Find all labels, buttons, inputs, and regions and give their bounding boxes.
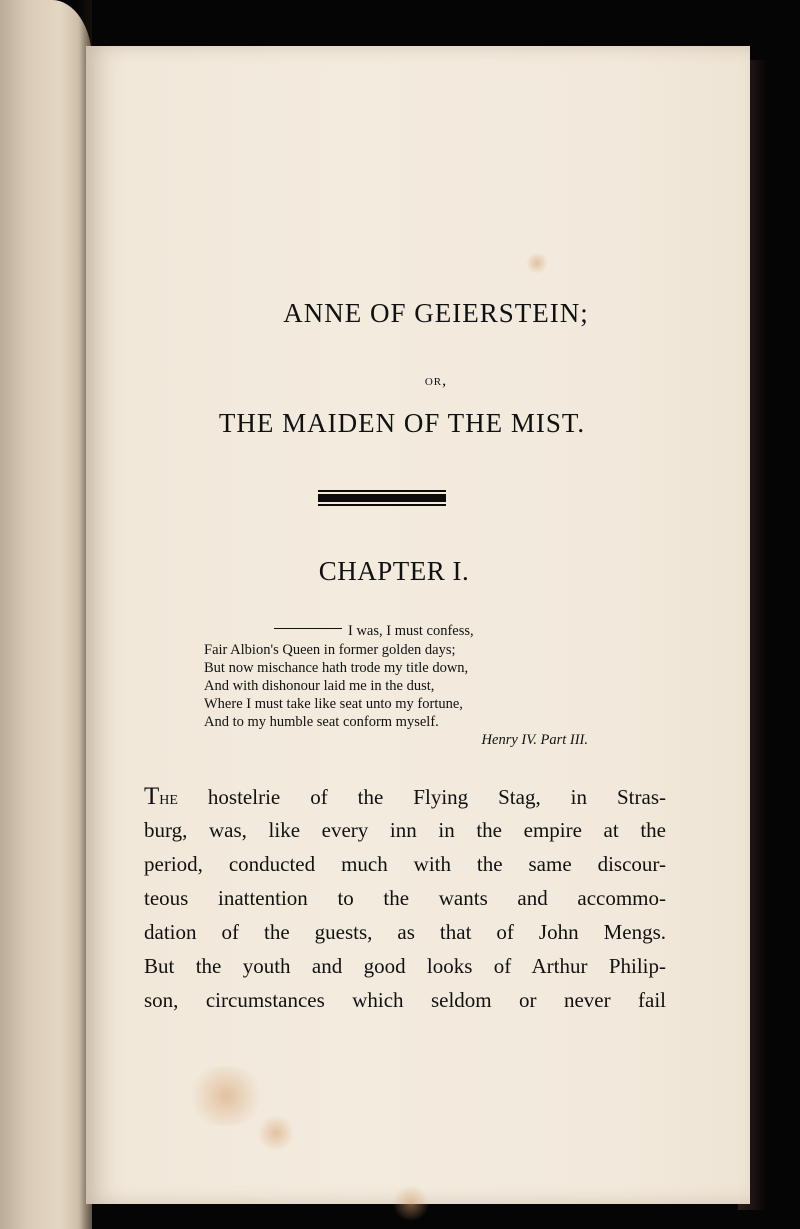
ornamental-rule (318, 494, 446, 502)
epigraph-line-text: I was, I must confess, (348, 623, 474, 639)
body-line: dation of the guests, as that of John Mengs. (144, 920, 666, 944)
epigraph-line: Fair Albion's Queen in former golden days; (204, 642, 456, 658)
book-page (86, 46, 750, 1204)
book-title: ANNE OF GEIERSTEIN; (283, 298, 589, 328)
epigraph-line: And with dishonour laid me in the dust, (204, 678, 435, 694)
body-line: teous inattention to the wants and accommo- (144, 886, 666, 910)
ornamental-rule (318, 490, 446, 492)
epigraph-line: And to my humble seat conform myself. (204, 714, 439, 730)
title-connector: or, (424, 372, 448, 389)
body-line (144, 783, 666, 811)
body-line: son, circumstances which seldom or never fail (144, 988, 666, 1012)
epigraph-source: Henry IV. Part III. (481, 732, 588, 748)
em-rule (274, 628, 342, 629)
foxing-stain (186, 1066, 266, 1126)
foxing-stain (256, 1116, 296, 1150)
epigraph-line (274, 622, 474, 640)
ornamental-rule (318, 504, 446, 506)
body-line-text: hostelrie of the Flying Stag, in Stras- (177, 785, 666, 809)
foxing-stain (391, 1186, 431, 1220)
book-subtitle: THE MAIDEN OF THE MIST. (218, 408, 586, 438)
body-line: period, conducted much with the same discour- (144, 852, 666, 876)
facing-page (0, 0, 92, 1229)
drop-cap: T (144, 783, 160, 810)
body-line: But the youth and good looks of Arthur Philip- (144, 954, 666, 978)
epigraph-line: But now mischance hath trode my title down, (204, 660, 469, 676)
foxing-stain (526, 252, 548, 274)
chapter-heading: CHAPTER I. (318, 556, 470, 586)
epigraph-line: Where I must take like seat unto my fortune, (204, 696, 463, 712)
small-caps-word: he (159, 787, 178, 809)
body-line: burg, was, like every inn in the empire at the (144, 818, 666, 842)
